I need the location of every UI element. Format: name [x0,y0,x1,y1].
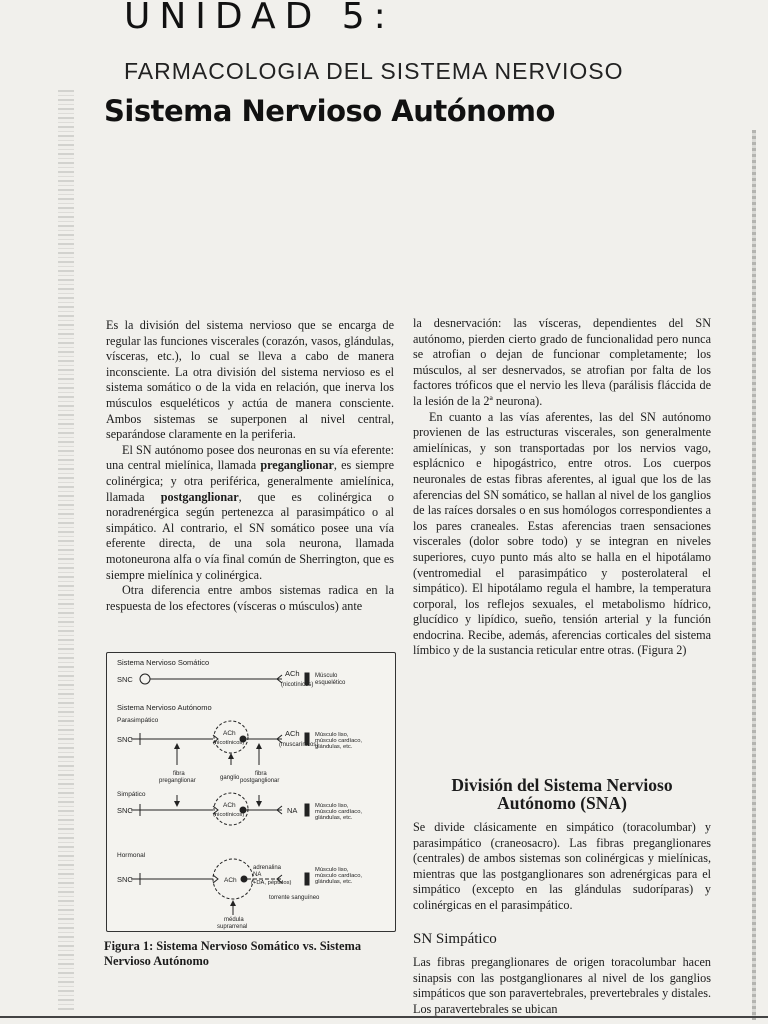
term-preganglionar: preganglionar [260,458,334,473]
label-autonomic-title: Sistema Nervioso Autónomo [117,703,212,712]
svg-text:músculo cardíaco,: músculo cardíaco, [315,873,363,879]
unit-title: UNIDAD 5: [124,0,395,37]
svg-text:músculo cardíaco,: músculo cardíaco, [315,738,363,744]
svg-text:torrente sanguíneo: torrente sanguíneo [269,895,320,901]
figure-diagram [106,652,396,932]
svg-text:SNC: SNC [117,875,133,884]
svg-text:músculo cardíaco,: músculo cardíaco, [315,809,363,815]
svg-text:Músculo: Músculo [315,673,338,679]
paragraph: Las fibras preganglionares de origen toracolumbar hacen sinapsis con las postganglionares al nivel de los ganglios simpáticos que son paravertebrales, prevertebrales y distales. Los paravertebrales se ubican [413,955,711,1016]
subject-title: FARMACOLOGIA DEL SISTEMA NERVIOSO [124,58,624,84]
label-snc: SNC [117,675,133,684]
term-postganglionar: postganglionar [160,489,239,504]
svg-text:ACh: ACh [224,877,237,884]
figure-caption: Figura 1: Sistema Nervioso Somático vs. Sistema Nervioso Autónomo [104,939,362,968]
paragraph: la desnervación: las vísceras, dependientes del SN autónomo, pierden cierto grado de funcionalidad pero nunca se atrofian o dejan de funcionar completamente; los músculos, al ser desnervados, se atrofian por falta de los factores tróficos que el nervio les lleva (parálisis fláccida de la lesión de la 2ª neurona). [413,316,711,408]
svg-text:ACh: ACh [223,730,236,737]
svg-text:Parasimpático: Parasimpático [117,717,159,724]
svg-text:ACh: ACh [285,729,300,738]
svg-text:preganglionar: preganglionar [159,778,196,784]
svg-text:NA: NA [253,872,262,878]
svg-text:glándulas, etc.: glándulas, etc. [315,744,353,750]
svg-text:SNC: SNC [117,735,133,744]
section-heading-simpatico: SN Simpático [413,930,497,947]
svg-text:glándulas, etc.: glándulas, etc. [315,815,353,821]
column-right-bottom [413,766,711,1018]
neuron-body [140,674,150,684]
svg-text:Hormonal: Hormonal [117,852,146,859]
svg-text:médula: médula [224,917,244,923]
svg-text:esquelético: esquelético [315,680,346,686]
paragraph: Otra diferencia entre ambos sistemas radica en la respuesta de los efectores (vísceras o músculos) ante [106,583,394,613]
scan-right-edge [752,130,756,1020]
svg-text:Simpático: Simpático [117,791,146,798]
svg-text:(muscarínicos): (muscarínicos) [279,742,319,748]
svg-text:(+DA, péptidos): (+DA, péptidos) [251,880,292,886]
section-heading-sna: División del Sistema Nervioso Autónomo (SNA) [451,775,673,813]
svg-text:Músculo liso,: Músculo liso, [315,803,349,809]
svg-text:NA: NA [287,806,298,815]
svg-text:(nicotínicos): (nicotínicos) [281,682,314,688]
svg-text:SNC: SNC [117,806,133,815]
column-left [106,318,394,614]
paragraph: Se divide clásicamente en simpático (toracolumbar) y parasimpático (craneosacro). Las fibras preganglionares (centrales) de ambos sistemas son colinérgicas y mielínicas, mientras que las postganglionares son adrenérgicas para el simpático (excepto en las glándulas sudoríparas) y colinérgicas en el parasimpático. [413,820,711,912]
svg-text:postganglionar: postganglionar [240,778,280,784]
nervous-system-diagram [107,653,395,931]
svg-text:Músculo liso,: Músculo liso, [315,867,349,873]
svg-text:fibra: fibra [255,771,267,777]
svg-text:ganglio: ganglio [220,775,240,781]
scan-edge-noise [58,90,74,1010]
svg-text:Músculo liso,: Músculo liso, [315,732,349,738]
svg-text:(nicotínicos): (nicotínicos) [213,740,245,746]
paragraph: Es la división del sistema nervioso que se encarga de regular las funciones viscerales (corazón, vasos, glándulas, vísceras, etc.), lo cual se lleva a cabo de manera inconsciente. La otra división del sistema nervioso es el sistema somático o de la vida en relación, que inerva los músculos esqueléticos y actúa de manera consciente. Ambos sistemas se superponen al nivel central, separándose claramente en la periferia. [106,318,394,442]
svg-text:adrenalina: adrenalina [253,865,282,871]
column-right-top [413,316,711,659]
svg-text:fibra: fibra [173,771,185,777]
svg-text:ACh: ACh [285,669,300,678]
svg-text:ACh: ACh [223,802,236,809]
label-somatic-title: Sistema Nervioso Somático [117,658,210,667]
topic-title: Sistema Nervioso Autónomo [104,94,555,128]
paragraph: En cuanto a las vías aferentes, las del SN autónomo provienen de las estructuras viscerales, son generalmente amielínicas, y son transportadas por los nervios vago, esplácnico e hipogástrico, entre otros. Los cuerpos neuronales de estas fibras aferentes, al igual que los de las aferencias del SN somático, se hallan al nivel de los ganglios de las raíces dorsales o en sus homólogos correspondientes a los pares craneales. Estas aferencias traen sensaciones viscerales (dolor sobre todo) y se integran en niveles superiores, cuyo punto más alto se halla en el hipotálamo (ventromedial el parasimpático y posterolateral el simpático). El hipotálamo regula el hambre, la temperatura corporal, los reflejos sexuales, el metabolismo hídrico, glucídico y lipídico, sueño, tensión arterial y la función endocrina. Recibe, además, aferencias corticales del sistema límbico y de la sustancia reticular entre otras. (Figura 2) [413,409,711,658]
svg-text:glándulas, etc.: glándulas, etc. [315,879,353,885]
svg-text:suprarrenal: suprarrenal [217,924,248,930]
paragraph: El SN autónomo posee dos neuronas en su vía eferente: una central mielínica, llamada preganglionar, es siempre colinérgica; y otra periférica, generalmente amielínica, llamada postganglionar, que es colinérgica o noradrenérgica según pertenezca al parasimpático o al simpático. Al contrario, el SN somático posee una vía eferente directa, de una sola neurona, llamada motoneurona alfa o vía final común de Sherrington, que es siempre mielínica y colinérgica. [106,442,395,582]
svg-text:(nicotínicos): (nicotínicos) [213,812,245,818]
